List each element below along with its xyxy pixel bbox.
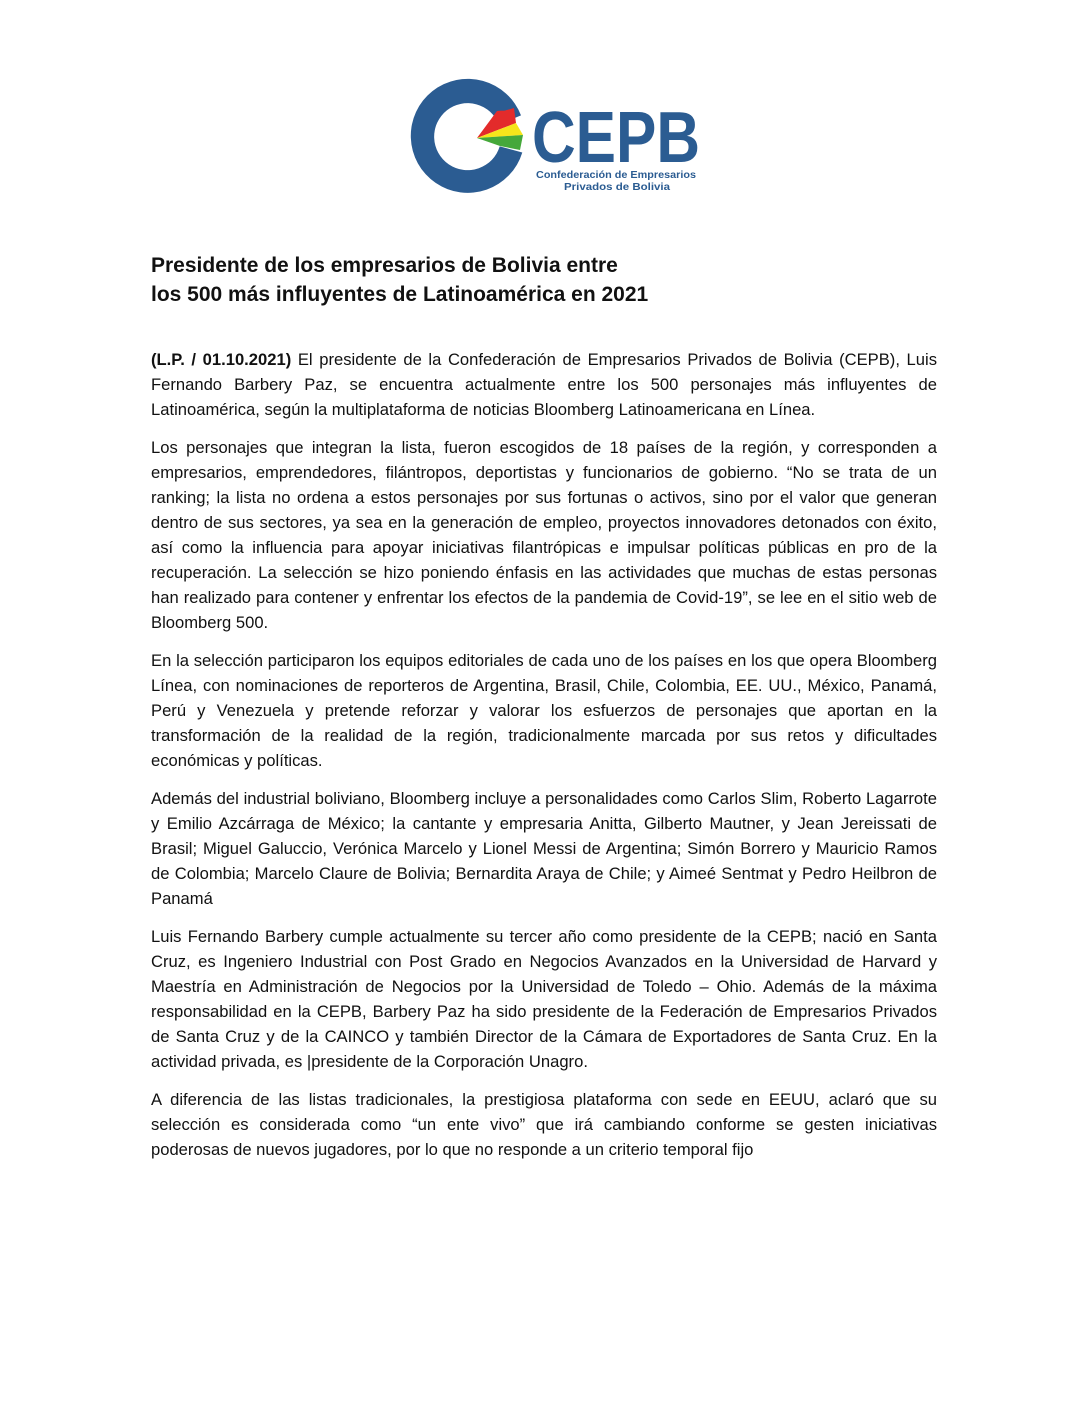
- cepb-logo-graphic: [408, 68, 704, 203]
- logo-acronym: CEPB: [532, 98, 700, 178]
- logo-subtitle-line2: Privados de Bolivia: [564, 182, 671, 193]
- headline: [151, 251, 951, 309]
- logo-subtitle-line1: Confederación de Empresarios: [536, 170, 697, 181]
- paragraph-6: A diferencia de las listas tradicionales, la prestigiosa plataforma con sede en EEUU, aclaró que su selección es considerada como “un ente vivo” que irá cambiando conforme se gesten iniciativas poderosas de nuevos jugadores, por lo que no responde a un criterio temporal fijo: [151, 1090, 937, 1159]
- headline-line-2: los 500 más influyentes de Latinoamérica en 2021: [151, 283, 649, 306]
- dateline: (L.P. / 01.10.2021): [151, 350, 292, 369]
- article-body: [151, 347, 937, 1175]
- paragraph-3: En la selección participaron los equipos editoriales de cada uno de los países en los que opera Bloomberg Línea, con nominaciones de reporteros de Argentina, Brasil, Chile, Colombia, EE. UU., México, Panamá, Perú y Venezuela y pretende reforzar y valorar los esfuerzos de personajes que aportan en la transformación de la realidad de la región, tradicionalmente marcada por sus retos y dificultades económicas y políticas.: [151, 651, 937, 770]
- cepb-logo: [408, 68, 704, 203]
- paragraph-5: Luis Fernando Barbery cumple actualmente su tercer año como presidente de la CEPB; nació en Santa Cruz, es Ingeniero Industrial con Post Grado en Negocios Avanzados en la Universidad de Harvard y Maestría en Administración de Negocios por la Universidad de Toledo – Ohio. Además de la máxima responsabilidad en la CEPB, Barbery Paz ha sido presidente de la Federación de Empresarios Privados de Santa Cruz y de la CAINCO y también Director de la Cámara de Exportadores de Santa Cruz. En la actividad privada, es |presidente de la Corporación Unagro.: [151, 927, 937, 1071]
- paragraph-2: Los personajes que integran la lista, fueron escogidos de 18 países de la región, y corresponden a empresarios, emprendedores, filántropos, deportistas y funcionarios de gobierno. “No se trata de un ranking; la lista no ordena a estos personajes por sus fortunas o activos, sino por el valor que generan dentro de sus sectores, ya sea en la generación de empleo, proyectos innovadores detonados con éxito, así como la influencia para apoyar iniciativas filantrópicas e impulsar políticas públicas en pro de la recuperación. La selección se hizo poniendo énfasis en las actividades que muchas de estas personas han realizado para contener y enfrentar los efectos de la pandemia de Covid-19”, se lee en el sitio web de Bloomberg 500.: [151, 438, 937, 632]
- paragraph-1: [151, 347, 937, 422]
- paragraph-4: Además del industrial boliviano, Bloomberg incluye a personalidades como Carlos Slim, Roberto Lagarrote y Emilio Azcárraga de México; la cantante y empresaria Anitta, Gilberto Mautner, y Jean Jereissati de Brasil; Miguel Galuccio, Verónica Marcelo y Lionel Messi de Argentina; Simón Borrero y Mauricio Ramos de Colombia; Marcelo Claure de Bolivia; Bernardita Araya de Chile; y Aimeé Sentmat y Pedro Heilbron de Panamá: [151, 789, 937, 908]
- paragraph-1-text: El presidente de la Confederación de Empresarios Privados de Bolivia (CEPB), Luis Fernando Barbery Paz, se encuentra actualmente entre los 500 personajes más influyentes de Latinoamérica, según la multiplataforma de noticias Bloomberg Latinoamericana en Línea.: [151, 350, 937, 419]
- headline-line-1: Presidente de los empresarios de Bolivia entre: [151, 254, 618, 277]
